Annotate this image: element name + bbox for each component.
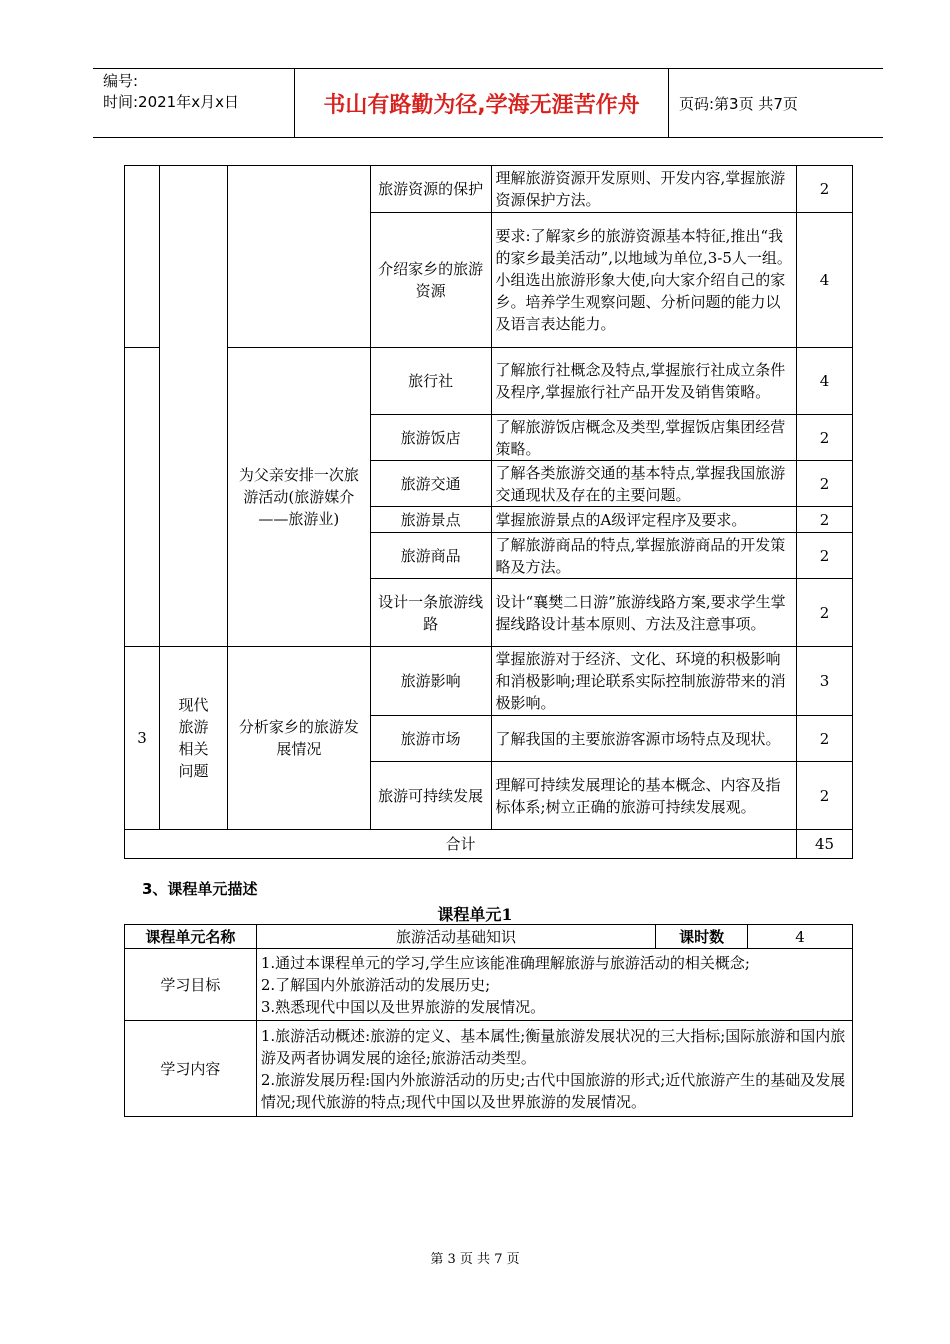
hours-cell: 2 — [797, 716, 853, 762]
topic-cell: 介绍家乡的旅游资源 — [370, 213, 491, 348]
unit-name-label: 课程单元名称 — [125, 925, 257, 949]
page-footer: 第 3 页 共 7 页 — [430, 1252, 520, 1267]
unit-no-cell — [125, 166, 160, 348]
topic-cell: 旅游景点 — [370, 507, 491, 533]
header-page: 页码:第3页 共7页 — [679, 94, 798, 113]
hours-cell: 2 — [797, 579, 853, 647]
table-row — [125, 166, 853, 213]
hours-cell: 3 — [797, 647, 853, 716]
unit-name-cell: 现代旅游相关问题 — [159, 647, 227, 830]
hours-cell: 2 — [797, 461, 853, 507]
content-cell: 理解旅游资源开发原则、开发内容,掌握旅游资源保护方法。 — [491, 166, 797, 213]
content-cell: 要求:了解家乡的旅游资源基本特征,推出“我的家乡最美活动”,以地域为单位,3-5人一组。小组选出旅游形象大使,向大家介绍自己的家乡。培养学生观察问题、分析问题的能力以及语言表达能力。 — [491, 213, 797, 348]
content-cell: 掌握旅游景点的A级评定程序及要求。 — [491, 507, 797, 533]
hours-cell: 2 — [797, 533, 853, 579]
content-label: 学习内容 — [125, 1021, 257, 1117]
topic-cell: 旅游饭店 — [370, 415, 491, 461]
total-label: 合计 — [125, 830, 797, 859]
content-cell: 了解旅游饭店概念及类型,掌握饭店集团经营策略。 — [491, 415, 797, 461]
time-label: 时间:2021年x月x日 — [103, 93, 239, 111]
unit-title: 课程单元1 — [437, 905, 513, 924]
goal-content — [256, 949, 852, 1021]
unit-table — [124, 924, 853, 1117]
content-cell: 了解旅行社概念及特点,掌握旅行社成立条件及程序,掌握旅行社产品开发及销售策略。 — [491, 348, 797, 415]
hours-cell: 2 — [797, 762, 853, 830]
unit-hours-value: 4 — [748, 925, 853, 949]
content-cell: 掌握旅游对于经济、文化、环境的积极影响和消极影响;理论联系实际控制旅游带来的消极影响。 — [491, 647, 797, 716]
list-item: 2.了解国内外旅游活动的发展历史; — [260, 975, 491, 994]
task-cell: 分析家乡的旅游发展情况 — [227, 647, 370, 830]
table-row — [125, 647, 853, 716]
content-cell: 了解我国的主要旅游客源市场特点及现状。 — [491, 716, 797, 762]
content-cell: 了解旅游商品的特点,掌握旅游商品的开发策略及方法。 — [491, 533, 797, 579]
list-item: 1.通过本课程单元的学习,学生应该能准确理解旅游与旅游活动的相关概念; — [260, 953, 750, 972]
topic-cell: 旅游交通 — [370, 461, 491, 507]
list-item: 3.熟悉现代中国以及世界旅游的发展情况。 — [260, 997, 546, 1016]
content-row — [125, 1021, 853, 1117]
topic-cell: 旅行社 — [370, 348, 491, 415]
header-motto: 书山有路勤为径,学海无涯苦作舟 — [295, 69, 669, 137]
unit-no-cell — [125, 348, 160, 647]
hours-cell: 2 — [797, 507, 853, 533]
goal-label: 学习目标 — [125, 949, 257, 1021]
content-cell: 设计“襄樊二日游”旅游线路方案,要求学生掌握线路设计基本原则、方法及注意事项。 — [491, 579, 797, 647]
topic-cell: 旅游影响 — [370, 647, 491, 716]
topic-cell: 旅游市场 — [370, 716, 491, 762]
content-cell: 了解各类旅游交通的基本特点,掌握我国旅游交通现状及存在的主要问题。 — [491, 461, 797, 507]
header-meta — [93, 69, 295, 137]
goal-row — [125, 949, 853, 1021]
task-cell: 为父亲安排一次旅游活动(旅游媒介——旅游业) — [227, 348, 370, 647]
content-cell: 理解可持续发展理论的基本概念、内容及指标体系;树立正确的旅游可持续发展观。 — [491, 762, 797, 830]
unit-name-value: 旅游活动基础知识 — [256, 925, 655, 949]
total-value: 45 — [797, 830, 853, 859]
total-row — [125, 830, 853, 859]
schedule-table — [124, 165, 853, 859]
topic-cell: 设计一条旅游线路 — [370, 579, 491, 647]
section-title: 3、课程单元描述 — [142, 880, 258, 898]
table-row — [125, 348, 853, 415]
hours-cell: 4 — [797, 348, 853, 415]
number-label: 编号: — [103, 72, 139, 90]
hours-cell: 4 — [797, 213, 853, 348]
unit-name-row — [125, 925, 853, 949]
unit-no-cell: 3 — [125, 647, 160, 830]
list-item: 2.旅游发展历程:国内外旅游活动的历史;古代中国旅游的形式;近代旅游产生的基础及发展情况;现代旅游的特点;现代中国以及世界旅游的发展情况。 — [260, 1070, 846, 1111]
topic-cell: 旅游可持续发展 — [370, 762, 491, 830]
content-content — [256, 1021, 852, 1117]
task-cell — [227, 166, 370, 348]
hours-cell: 2 — [797, 415, 853, 461]
unit-name-cell — [159, 166, 227, 647]
topic-cell: 旅游商品 — [370, 533, 491, 579]
list-item: 1.旅游活动概述:旅游的定义、基本属性;衡量旅游发展状况的三大指标;国际旅游和国内旅游及两者协调发展的途径;旅游活动类型。 — [260, 1026, 846, 1067]
hours-cell: 2 — [797, 166, 853, 213]
page-header — [93, 68, 883, 138]
unit-hours-label: 课时数 — [656, 925, 748, 949]
topic-cell: 旅游资源的保护 — [370, 166, 491, 213]
